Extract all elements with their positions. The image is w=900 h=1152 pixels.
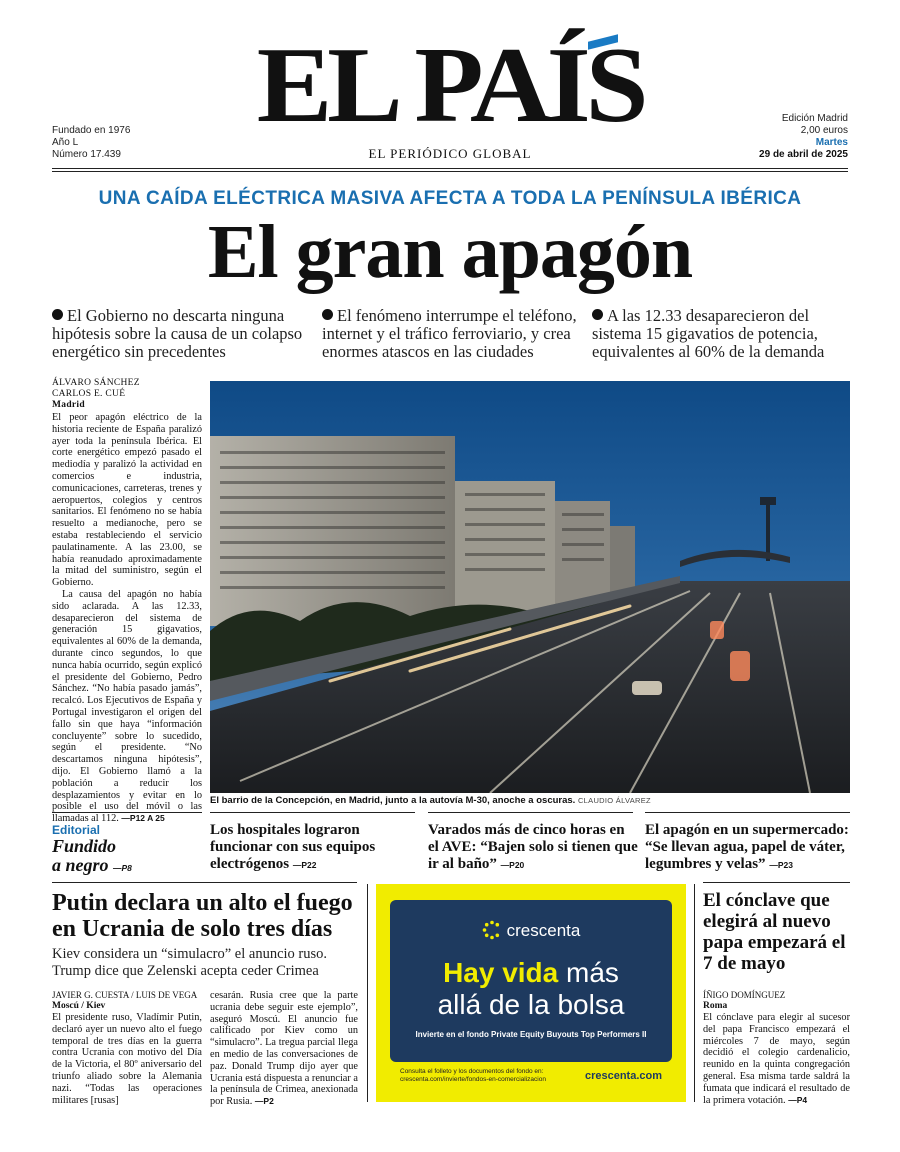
section-rule: [703, 882, 850, 883]
price-label: 2,00 euros: [800, 125, 848, 136]
lead-deck-1: [52, 307, 310, 361]
edition-label: Edición Madrid: [781, 113, 848, 124]
teaser-hospitals-title: Los hospitales lograron funcionar con sus equipos electrógenos: [210, 822, 376, 872]
lead-body-paragraph-2: [52, 589, 202, 825]
putin-authors: JAVIER G. CUESTA / LUIS DE VEGA: [52, 990, 198, 1000]
teaser-supermarket-page-reference: —P23: [769, 860, 793, 870]
section-rule: [52, 882, 357, 883]
ad-footnote-line-1: Consulta el folleto y los documentos del fondo en:: [400, 1068, 544, 1075]
ad-headline-line-2: allá de la bolsa: [437, 989, 625, 1020]
weekday-label: Martes: [815, 137, 848, 148]
teaser-rule: [428, 812, 633, 813]
putin-body-column-2: [210, 990, 358, 1108]
photo-caption-text: El barrio de la Concepción, en Madrid, junto a la autovía M-30, anoche a oscuras.: [210, 795, 576, 806]
teaser-rule: [210, 812, 415, 813]
putin-body-column-2-text: cesarán. Rusia cree que la parte ucrania debe seguir este ejemplo”, aseguró Moscú. El anuncio fue calificado por Kiev como un “simulacro”. La tregua parcial llega en medio de las conversaciones de paz. Donald Trump dijo ayer que Ucrania está dispuesta a renunciar a la península de Crimea, anexionada por Rusia.: [210, 990, 358, 1108]
ad-footnote: [400, 1068, 590, 1084]
lead-deck-3-text: A las 12.33 desaparecieron del sistema 15 gigavatios de potencia, equivalentes al 60% de la demanda: [592, 306, 825, 361]
lead-body-paragraph-2-text: La causa del apagón no había sido aclarada. A las 12.33, desaparecieron del sistema de generación 15 gigavatios, equivalentes al 60% de la demanda, durante cinco segundos, lo que nunca había ocurrido, según explicó el presidente del Gobierno, Pedro Sánchez. “No había pasado jamás”, recalcó. Los Ejecutivos de España y Portugal investigaron el origen del fallo sin que haya “información concluyente” sobre lo sucedido, según el presidente. “No descartamos ninguna hipótesis”, dijo. El Gobierno llamó a la población a reducir los desplazamientos y evitar en lo posible el uso del móvil o las llamadas al 112.: [52, 588, 202, 825]
ad-card: [390, 900, 672, 1062]
conclave-dateline-location: Roma: [703, 1001, 728, 1011]
editorial-title-line-2: [52, 856, 202, 878]
lead-deck-1-text: El Gobierno no descarta ninguna hipótesis sobre la causa de un colapso energético sin precedentes: [52, 306, 303, 361]
putin-dateline-location: Moscú / Kiev: [52, 1001, 106, 1011]
bullet-dot-icon: [52, 309, 63, 320]
masthead-rule-secondary: [52, 171, 848, 172]
editorial-teaser[interactable]: [52, 837, 202, 878]
conclave-byline: [703, 990, 853, 1012]
teaser-ave-trains-page-reference: —P20: [500, 860, 525, 870]
photo-credit: CLAUDIO ÁLVAREZ: [577, 796, 651, 805]
putin-body-column-1: El presidente ruso, Vladímir Putin, declaró ayer un nuevo alto el fuego temporal de tres días en la guerra contra Ucrania con motivo del Día de la Victoria, el 80º aniversario del triunfo aliado sobre la Alemania nazi. “Todas las operaciones militares [rusas]: [52, 1012, 202, 1106]
editorial-page-reference: —P8: [113, 863, 132, 873]
masthead-subtitle: EL PERIÓDICO GLOBAL: [368, 146, 532, 161]
teaser-ave-trains-title: Varados más de cinco horas en el AVE: “Bajen solo si tienen que ir al baño”: [428, 822, 638, 872]
ad-url[interactable]: crescenta.com: [584, 1070, 662, 1082]
date-label: 29 de abril de 2025: [759, 149, 848, 160]
ad-brand-name: crescenta: [506, 921, 581, 940]
ad-footnote-line-2: crescenta.com/invierte/fondos-en-comercializacion: [400, 1076, 546, 1083]
editorial-label: Editorial: [52, 823, 101, 837]
year-line: Año L: [52, 137, 79, 148]
bullet-dot-icon: [592, 309, 603, 320]
founded-line: Fundado en 1976: [52, 125, 131, 136]
lead-photo: [210, 381, 850, 793]
conclave-headline[interactable]: El cónclave que elegirá al nuevo papa empezará el 7 de mayo: [703, 890, 846, 974]
bullet-dot-icon: [322, 309, 333, 320]
lead-byline: [52, 378, 202, 411]
teaser-rule: [645, 812, 850, 813]
lead-kicker: UNA CAÍDA ELÉCTRICA MASIVA AFECTA A TODA LA PENÍNSULA IBÉRICA: [98, 188, 802, 209]
lead-deck-2-text: El fenómeno interrumpe el teléfono, internet y el tráfico ferroviario, y crea enormes atascos en las ciudades: [322, 306, 577, 361]
teaser-hospitals-page-reference: —P22: [292, 860, 317, 870]
crescenta-advertisement[interactable]: [376, 884, 686, 1102]
dateline-location: Madrid: [52, 400, 85, 410]
teaser-hospitals[interactable]: [210, 822, 410, 874]
masthead-rule: [52, 168, 848, 169]
teaser-ave-trains[interactable]: [428, 822, 638, 874]
masthead-title: EL PAÍS: [256, 26, 644, 145]
conclave-body-text: El cónclave para elegir al sucesor del papa Francisco empezará el miércoles 7 de mayo, según decidió el colegio cardenalicio, reunido en la quinta congregación general. Esa misma tarde saldrá la fumata que indicará el resultado de la primera votación.: [703, 1012, 850, 1106]
teaser-rule: [52, 812, 202, 813]
conclave-page-reference: —P4: [788, 1094, 808, 1105]
lead-photo-caption: [210, 795, 850, 806]
ad-headline-light: más: [566, 957, 619, 988]
lead-deck-2: [322, 307, 580, 361]
editorial-title-line-1: Fundido: [52, 836, 117, 856]
masthead-founded-info: [52, 125, 130, 161]
crescenta-logo-icon: [482, 920, 502, 940]
putin-byline: [52, 990, 202, 1012]
night-highway-photo: [210, 381, 850, 793]
lead-headline: El gran apagón: [207, 210, 693, 294]
teaser-supermarket[interactable]: [645, 822, 850, 874]
putin-page-reference: —P2: [254, 1096, 274, 1107]
ad-headline-strong: Hay vida: [443, 957, 559, 988]
author-1: ÁLVARO SÁNCHEZ: [52, 378, 140, 388]
ad-headline-line-1: [390, 958, 672, 988]
author-2: CARLOS E. CUÉ: [52, 389, 126, 399]
lead-body: [52, 412, 202, 825]
issue-number-line: Número 17.439: [52, 149, 121, 160]
masthead-edition-info: [759, 113, 848, 161]
putin-deck: Kiev considera un “simulacro” el anuncio ruso. Trump dice que Zelenski acepta ceder Crimea: [52, 946, 328, 979]
column-divider: [367, 884, 368, 1102]
lead-page-reference[interactable]: —P12 A 25: [121, 813, 165, 824]
teaser-supermarket-title: El apagón en un supermercado: “Se llevan agua, papel de váter, legumbres y velas”: [645, 822, 849, 872]
lead-body-paragraph-1: El peor apagón eléctrico de la historia reciente de España paralizó ayer toda la península Ibérica. El corte energético empezó pasado el mediodía y paralizó la actividad en comercios e industria, comunicaciones, carreteras, trenes y aeropuertos, colegios y centros sanitarios. El fenómeno no se había resuelto a medianoche, pero se estaba restableciendo el servicio paulatinamente. A las 23.00, se había reanudado aproximadamente la mitad del suministro, según el Gobierno.: [52, 412, 202, 589]
conclave-body: [703, 1012, 850, 1106]
putin-headline[interactable]: Putin declara un alto el fuego en Ucrania de solo tres días: [52, 890, 353, 942]
conclave-author: ÍÑIGO DOMÍNGUEZ: [703, 990, 786, 1000]
column-divider: [694, 884, 695, 1102]
editorial-title-line-2-text: a negro: [52, 855, 109, 875]
ad-brand: [390, 920, 672, 941]
lead-deck-3: [592, 307, 850, 361]
ad-tagline: Invierte en el fondo Private Equity Buyouts Top Performers II: [415, 1030, 647, 1039]
